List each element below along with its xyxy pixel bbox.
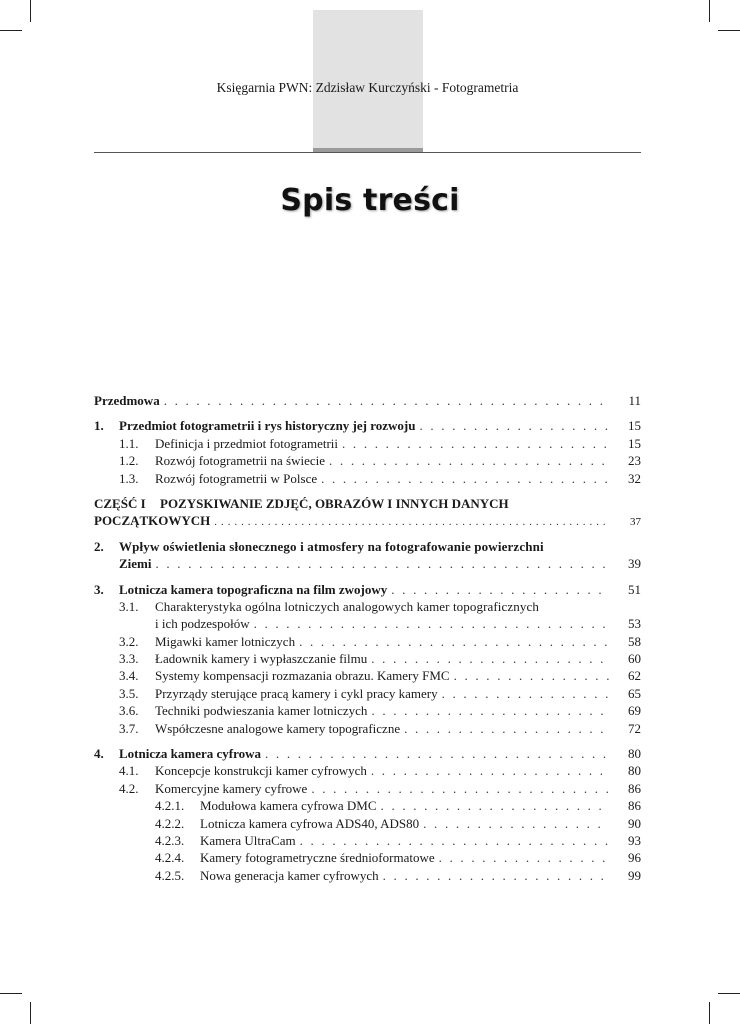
leader-dots <box>454 667 609 684</box>
leader-dots <box>300 832 609 849</box>
crop-mark-bottom-left-v <box>30 1002 31 1024</box>
leader-dots <box>423 815 609 832</box>
leader-dots <box>329 452 609 469</box>
leader-dots <box>381 797 609 814</box>
toc-entry-1-2[interactable]: 1.2. Rozwój fotogrametrii na świecie . . . 23 <box>94 452 641 469</box>
leader-dots <box>371 702 609 719</box>
leader-dots <box>404 720 609 737</box>
leader-dots <box>420 417 610 434</box>
crop-mark-top-right-v <box>709 0 710 22</box>
toc-entry-chapter-2-line-2[interactable]: Ziemi . . . 39 <box>94 555 641 572</box>
crop-mark-top-left-h <box>0 30 22 31</box>
crop-mark-top-left-v <box>30 0 31 22</box>
toc-entry-3-2[interactable]: 3.2. Migawki kamer lotniczych . . . 58 <box>94 633 641 650</box>
toc-entry-3-4[interactable]: 3.4. Systemy kompensacji rozmazania obrazu. Kamery FMC . . . 62 <box>94 667 641 684</box>
header-rule <box>94 152 641 153</box>
crop-mark-bottom-right-v <box>709 1002 710 1024</box>
leader-dots <box>299 633 609 650</box>
table-of-contents <box>94 392 641 884</box>
toc-entry-3-6[interactable]: 3.6. Techniki podwieszania kamer lotniczych . . . 69 <box>94 702 641 719</box>
crop-mark-top-right-h <box>718 30 740 31</box>
page-title: Spis treści <box>280 183 460 218</box>
toc-entry-4-2-1[interactable]: 4.2.1. Modułowa kamera cyfrowa DMC . . . 86 <box>94 797 641 814</box>
toc-entry-4-2-2[interactable]: 4.2.2. Lotnicza kamera cyfrowa ADS40, ADS80 . . . 90 <box>94 815 641 832</box>
toc-entry-3-1-line-1[interactable]: 3.1. Charakterystyka ogólna lotniczych analogowych kamer topograficznych <box>119 598 539 614</box>
leader-dots <box>383 867 609 884</box>
toc-entry-4-2-5[interactable]: 4.2.5. Nowa generacja kamer cyfrowych . . . 99 <box>94 867 641 884</box>
leader-dots <box>442 685 609 702</box>
leader-dots <box>265 745 609 762</box>
leader-dots <box>164 392 609 409</box>
toc-entry-chapter-1[interactable]: 1. Przedmiot fotogrametrii i rys historyczny jej rozwoju . . . 15 <box>94 417 641 434</box>
leader-dots <box>214 514 609 531</box>
toc-entry-4-2[interactable]: 4.2. Komercyjne kamery cyfrowe . . . 86 <box>94 780 641 797</box>
running-header: Księgarnia PWN: Zdzisław Kurczyński - Fotogrametria <box>216 80 519 95</box>
toc-entry-3-5[interactable]: 3.5. Przyrządy sterujące pracą kamery i cykl pracy kamery . . . 65 <box>94 685 641 702</box>
toc-entry-chapter-4[interactable]: 4. Lotnicza kamera cyfrowa . . . 80 <box>94 745 641 762</box>
toc-entry-chapter-3[interactable]: 3. Lotnicza kamera topograficzna na film zwojowy . . . 51 <box>94 581 641 598</box>
crop-mark-bottom-right-h <box>718 993 740 994</box>
toc-entry-4-1[interactable]: 4.1. Koncepcje konstrukcji kamer cyfrowych . . . 80 <box>94 762 641 779</box>
leader-dots <box>156 555 610 572</box>
toc-entry-4-2-3[interactable]: 4.2.3. Kamera UltraCam . . . 93 <box>94 832 641 849</box>
leader-dots <box>254 615 609 632</box>
toc-entry-4-2-4[interactable]: 4.2.4. Kamery fotogrametryczne średnioformatowe . . . 96 <box>94 849 641 866</box>
leader-dots <box>391 581 609 598</box>
leader-dots <box>342 435 609 452</box>
leader-dots <box>321 470 609 487</box>
leader-dots <box>439 849 609 866</box>
toc-part-1-line-1[interactable]: CZĘŚĆ I POZYSKIWANIE ZDJĘĆ, OBRAZÓW I INNYCH DANYCH <box>94 495 509 511</box>
toc-entry-1-1[interactable]: 1.1. Definicja i przedmiot fotogrametrii . . . 15 <box>94 435 641 452</box>
leader-dots <box>371 762 609 779</box>
toc-entry-preface[interactable]: Przedmowa . . . 11 <box>94 392 641 409</box>
toc-entry-chapter-2-line-1[interactable]: 2. Wpływ oświetlenia słonecznego i atmosfery na fotografowanie powierzchni <box>94 538 544 554</box>
leader-dots <box>311 780 609 797</box>
toc-part-1-line-2[interactable]: POCZĄTKOWYCH . . . 37 <box>94 512 641 529</box>
leader-dots <box>371 650 609 667</box>
crop-mark-bottom-left-h <box>0 993 22 994</box>
toc-entry-1-3[interactable]: 1.3. Rozwój fotogrametrii w Polsce . . . 32 <box>94 470 641 487</box>
toc-entry-3-7[interactable]: 3.7. Współczesne analogowe kamery topograficzne . . . 72 <box>94 720 641 737</box>
toc-entry-3-1-line-2[interactable]: i ich podzespołów . . . 53 <box>94 615 641 632</box>
toc-entry-3-3[interactable]: 3.3. Ładownik kamery i wypłaszczanie filmu . . . 60 <box>94 650 641 667</box>
